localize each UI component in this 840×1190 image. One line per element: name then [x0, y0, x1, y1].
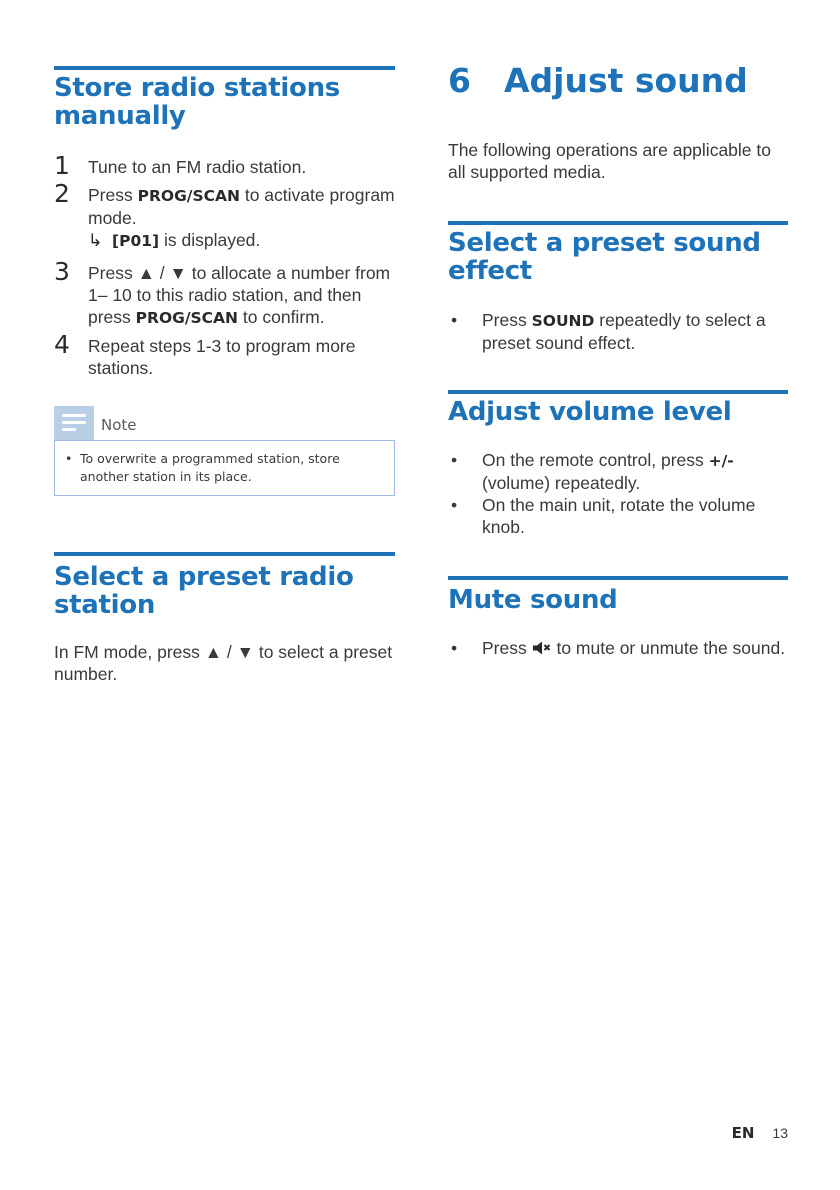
list-item: • On the remote control, press +/- (volume) repeatedly. — [451, 450, 734, 493]
step-text: Repeat steps 1-3 to program more stations. — [88, 336, 356, 378]
key-prog-scan: PROG/SCAN — [135, 309, 239, 327]
mute-list — [448, 637, 788, 659]
step-text: Tune to an FM radio station. — [88, 157, 307, 177]
note-text: To overwrite a programmed station, store another station in its place. — [80, 451, 340, 484]
store-steps-list — [54, 151, 395, 379]
note-box — [54, 406, 395, 496]
chapter-title — [448, 63, 788, 99]
key-volume: +/- — [708, 452, 734, 470]
up-down-arrows-icon: ▲ / ▼ — [204, 642, 254, 662]
step-3 — [54, 257, 395, 329]
result-text: is displayed. — [159, 230, 261, 250]
list-item: • Press to mute or unmute the sound. — [451, 638, 786, 658]
step-number: 1 — [54, 151, 70, 180]
bullet: • — [451, 450, 458, 470]
step-2 — [54, 179, 395, 252]
section-rule — [448, 576, 788, 580]
language-code: EN — [731, 1124, 755, 1142]
step-number: 4 — [54, 330, 70, 359]
step-4 — [54, 330, 395, 379]
display-p01: [P01] — [112, 232, 160, 250]
mute-section — [448, 576, 788, 659]
store-stations-heading — [54, 74, 395, 130]
left-column — [54, 66, 395, 685]
step-1 — [54, 151, 395, 180]
key-prog-scan: PROG/SCAN — [137, 187, 240, 205]
list-item: • Press SOUND repeatedly to select a preset sound effect. — [451, 310, 766, 353]
page-number: 13 — [772, 1125, 788, 1141]
sound-effect-list — [448, 309, 788, 354]
note-label: Note — [101, 416, 137, 434]
list-item: • On the main unit, rotate the volume knob. — [451, 495, 756, 537]
mute-speaker-icon — [532, 640, 552, 656]
step-number: 2 — [54, 179, 70, 208]
preset-station-section — [54, 552, 395, 685]
key-sound: SOUND — [531, 312, 595, 330]
section-rule — [54, 552, 395, 556]
step-text-pre: Press — [88, 263, 138, 283]
up-down-arrows-icon: ▲ / ▼ — [137, 263, 187, 283]
bullet: • — [451, 495, 458, 515]
note-content — [54, 440, 395, 496]
bullet: • — [451, 638, 458, 658]
page-footer — [732, 1124, 788, 1142]
bullet: • — [451, 310, 458, 330]
step-text-post2: to confirm. — [238, 307, 325, 327]
step-text-post: to allocate a number from 1– 10 to this radio station, and then press — [88, 263, 391, 327]
note-item — [65, 450, 384, 486]
note-header — [54, 406, 395, 440]
store-stations-section — [54, 66, 395, 379]
sound-effect-section — [448, 221, 788, 354]
result-arrow-icon: ↳ — [88, 230, 103, 250]
step-text-pre: Press — [88, 185, 138, 205]
heading-line-1: Store radio stations — [54, 73, 340, 103]
section-rule — [448, 221, 788, 225]
chapter-number: 6 — [448, 61, 471, 100]
heading-line-2: manually — [54, 101, 186, 131]
volume-section — [448, 390, 788, 538]
note-icon — [54, 406, 94, 440]
heading-line-2: effect — [448, 256, 532, 286]
bullet: • — [65, 451, 73, 466]
volume-list — [448, 449, 788, 538]
section-rule — [448, 390, 788, 394]
heading-line-2: station — [54, 590, 156, 620]
heading-line-1: Select a preset radio — [54, 562, 354, 592]
step-result — [88, 229, 395, 252]
chapter-name: Adjust sound — [504, 61, 748, 100]
chapter-intro: The following operations are applicable to all supported media. — [448, 140, 771, 182]
sound-effect-heading — [448, 229, 788, 285]
volume-heading: Adjust volume level — [448, 397, 732, 427]
section-rule — [54, 66, 395, 70]
heading-line-1: Select a preset sound — [448, 228, 761, 258]
step-text-post: to activate program mode. — [88, 185, 395, 228]
preset-station-heading — [54, 563, 395, 619]
right-column — [448, 61, 788, 659]
preset-station-text: In FM mode, press ▲ / ▼ to select a preset number. — [54, 642, 393, 684]
mute-heading: Mute sound — [448, 585, 618, 615]
step-number: 3 — [54, 257, 70, 286]
